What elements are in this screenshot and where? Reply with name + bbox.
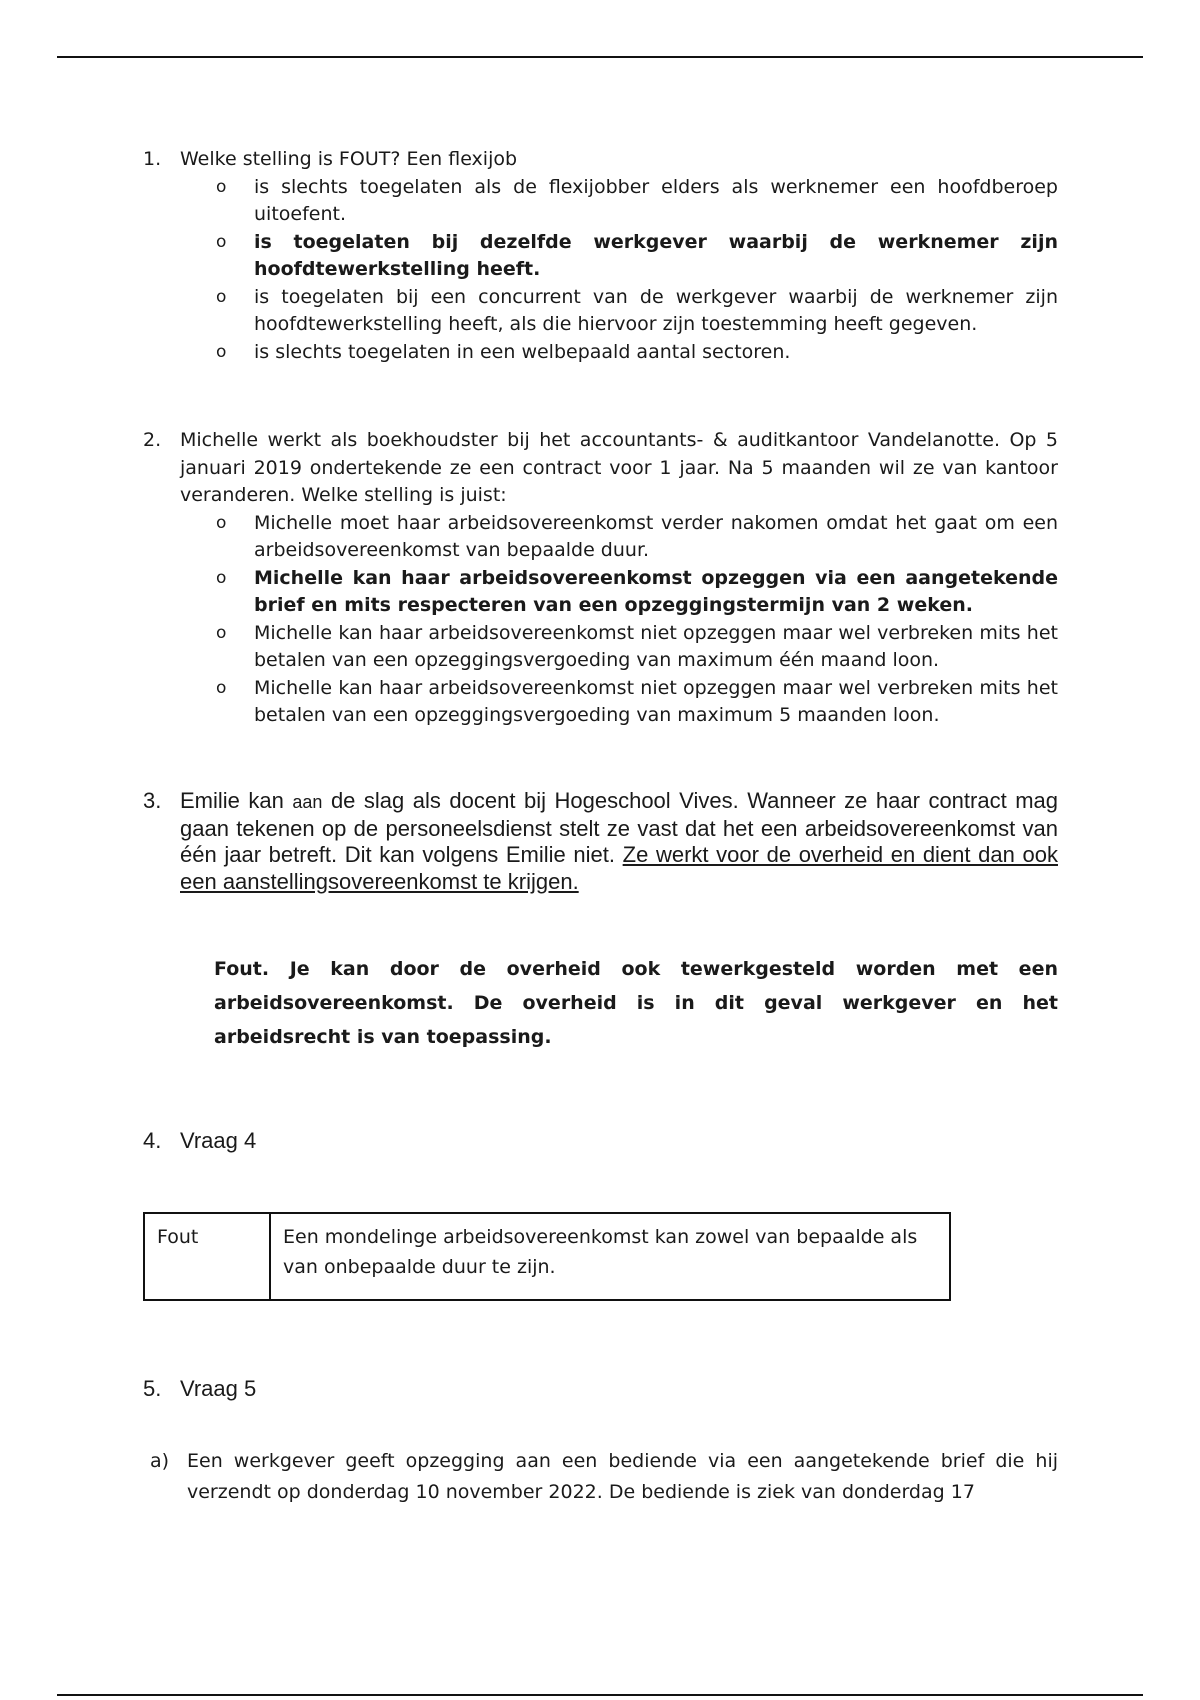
option-1: o Michelle moet haar arbeidsovereenkomst verder nakomen omdat het gaat om een arbeidsovereenkomst van bepaalde duur. — [216, 511, 1058, 561]
options-list — [143, 510, 1058, 730]
question-number: 1. — [143, 148, 162, 170]
options-list — [143, 174, 1058, 367]
option-4: o is slechts toegelaten in een welbepaald aantal sectoren. — [143, 339, 1058, 367]
explanation-cell: Een mondelinge arbeidsovereenkomst kan zowel van bepaalde als van onbepaalde duur te zijn. — [270, 1213, 950, 1300]
question-5 — [143, 1376, 1058, 1403]
underlined-statement: Ze werkt voor de overheid en dient dan ook een aanstellingsovereenkomst te krijgen. — [180, 842, 1058, 894]
option-1: o is slechts toegelaten als de flexijobber elders als werknemer een hoofdberoep uitoefent. — [216, 175, 1058, 225]
option-3: o Michelle kan haar arbeidsovereenkomst niet opzeggen maar wel verbreken mits het betalen van een opzeggingsvergoeding van maximum één maand loon. — [216, 621, 1058, 671]
question-number: 2. — [143, 429, 162, 451]
bullet-icon: o — [216, 341, 227, 362]
bullet-icon: o — [216, 567, 227, 588]
question-title: Vraag 4 — [180, 1128, 257, 1153]
bullet-icon: o — [216, 677, 227, 698]
question-text: Emilie kan aan de slag als docent bij Hogeschool Vives. Wanneer ze haar contract mag gaan tekenen op de personeelsdienst stelt ze vast dat het een arbeidsovereenkomst van één jaar betreft. Dit kan volgens Emilie niet. Ze werkt voor de overheid en dient dan ook een aanstellingsovereenkomst te krijgen. — [180, 788, 1059, 894]
subquestion-label: a) — [150, 1450, 170, 1472]
option-2-correct: o is toegelaten bij dezelfde werkgever waarbij de werknemer zijn hoofdtewerkstelling heeft. — [216, 230, 1058, 280]
question-2 — [143, 427, 1058, 730]
subquestion-a — [150, 1446, 1058, 1508]
verdict-cell: Fout — [144, 1213, 270, 1300]
question-title: Vraag 5 — [180, 1376, 257, 1401]
bullet-icon: o — [216, 231, 227, 252]
option-4: o Michelle kan haar arbeidsovereenkomst niet opzeggen maar wel verbreken mits het betalen van een opzeggingsvergoeding van maximum 5 maanden loon. — [216, 676, 1058, 726]
question-number: 4. — [143, 1128, 162, 1153]
option-3: o is toegelaten bij een concurrent van de werkgever waarbij de werknemer zijn hoofdtewerkstelling heeft, als die hiervoor zijn toestemming heeft gegeven. — [216, 285, 1058, 335]
bottom-rule — [57, 1694, 1143, 1696]
top-rule — [57, 56, 1143, 58]
option-2-correct: o Michelle kan haar arbeidsovereenkomst opzeggen via een aangetekende brief en mits respecteren van een opzeggingstermijn van 2 weken. — [216, 566, 1058, 616]
question-1 — [143, 146, 1058, 366]
question-3 — [143, 788, 1058, 895]
question-text: Welke stelling is FOUT? Een flexijob — [180, 148, 518, 170]
bullet-icon: o — [216, 176, 227, 197]
question-text: Michelle werkt als boekhoudster bij het accountants- & auditkantoor Vandelanotte. Op 5 januari 2019 ondertekende ze een contract voor 1 jaar. Na 5 maanden wil ze van kantoor veranderen. Welke stelling is juist: — [180, 429, 1058, 506]
question-4 — [143, 1128, 1058, 1155]
subquestion-text: Een werkgever geeft opzegging aan een bediende via een aangetekende brief die hij verzendt op donderdag 10 november 2022. De bediende is ziek van donderdag 17 — [187, 1450, 1058, 1503]
bullet-icon: o — [216, 622, 227, 643]
question-number: 3. — [143, 788, 162, 813]
table-row — [144, 1213, 950, 1300]
answer-q3: Fout. Je kan door de overheid ook tewerkgesteld worden met een arbeidsovereenkomst. De overheid is in dit geval werkgever en het arbeidsrecht is van toepassing. — [214, 958, 1058, 1048]
question-number: 5. — [143, 1376, 162, 1401]
bullet-icon: o — [216, 512, 227, 533]
bullet-icon: o — [216, 286, 227, 307]
answer-table — [143, 1212, 951, 1301]
